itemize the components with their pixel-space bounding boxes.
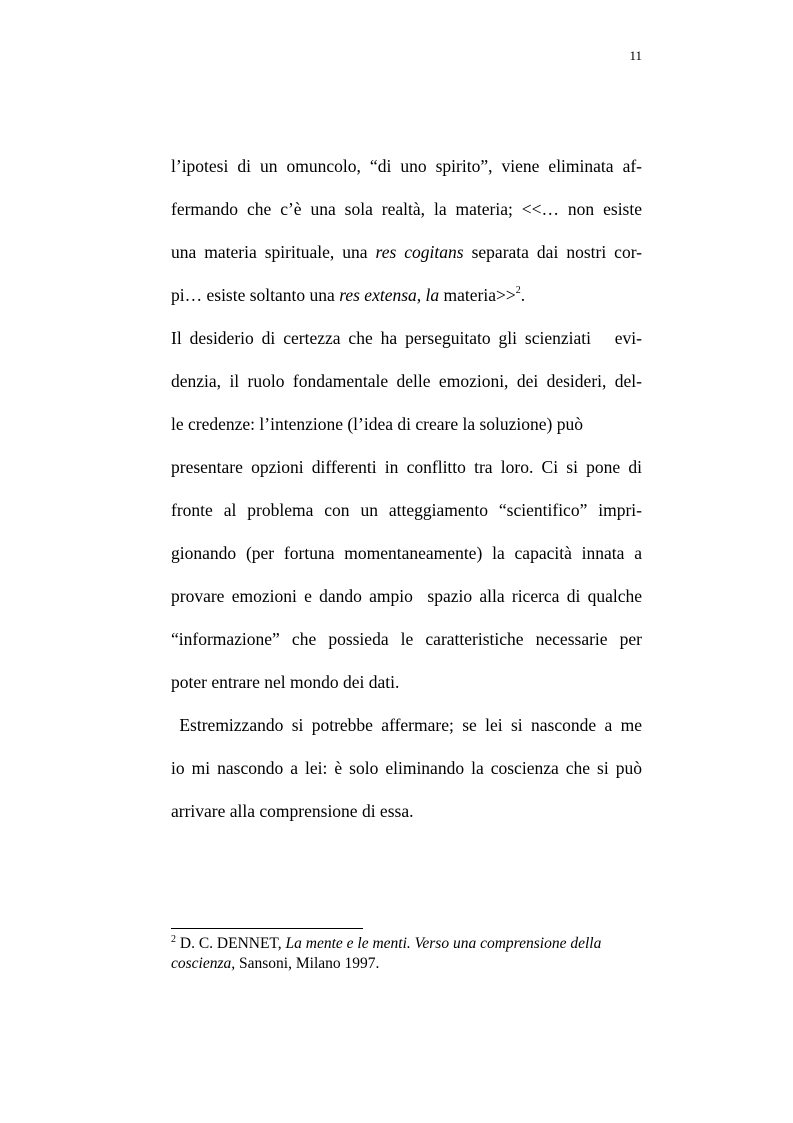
text-line: le credenze: l’intenzione (l’idea di creare la soluzione) può bbox=[171, 414, 584, 434]
text-line: arrivare alla comprensione di essa. bbox=[171, 801, 414, 821]
text-line: fronte al problema con un atteggiamento “scientifico” impri- bbox=[171, 500, 642, 520]
text-line: gionando (per fortuna momentaneamente) la capacità innata a bbox=[171, 543, 642, 563]
text-line: presentare opzioni differenti in conflitto tra loro. Ci si pone di bbox=[171, 457, 642, 477]
text-line bbox=[171, 234, 642, 277]
footnote-title: coscienza, bbox=[171, 955, 236, 972]
text-segment: pi… esiste soltanto una bbox=[171, 285, 340, 305]
text-line: Estremizzando si potrebbe affermare; se lei si nasconde a me bbox=[171, 715, 642, 735]
text-line: poter entrare nel mondo dei dati. bbox=[171, 672, 400, 692]
footnote-separator bbox=[171, 928, 363, 929]
footnote-line bbox=[171, 954, 642, 974]
text-segment: . bbox=[520, 285, 526, 305]
footnote-marker: 2 bbox=[171, 934, 176, 945]
page-number: 11 bbox=[629, 48, 642, 63]
text-line: Il desiderio di certezza che ha perseguitato gli scienziati evi- bbox=[171, 328, 642, 348]
footnote-publisher: Sansoni, Milano 1997. bbox=[235, 955, 380, 972]
text-line: io mi nascondo a lei: è solo eliminando la coscienza che si può bbox=[171, 758, 642, 778]
footnote-author: D. C. DENNET, bbox=[176, 935, 286, 952]
text-segment: una materia spirituale, una bbox=[171, 242, 376, 262]
italic-term-res-extensa: res extensa, la bbox=[339, 285, 440, 305]
text-line bbox=[171, 277, 642, 320]
footnote-reference: 2 bbox=[515, 285, 521, 296]
text-segment: separata dai nostri cor- bbox=[463, 242, 643, 262]
text-line: provare emozioni e dando ampio spazio alla ricerca di qualche bbox=[171, 586, 642, 606]
footnote bbox=[171, 934, 642, 974]
text-line: fermando che c’è una sola realtà, la materia; <<… non esiste bbox=[171, 199, 642, 219]
footnote-title: La mente e le menti. Verso una comprensione della bbox=[285, 935, 602, 952]
text-line: l’ipotesi di un omuncolo, “di uno spirito”, viene eliminata af- bbox=[171, 156, 642, 176]
body-text bbox=[171, 148, 642, 836]
footnote-line bbox=[171, 934, 642, 954]
text-segment: materia>> bbox=[439, 285, 516, 305]
text-line: denzia, il ruolo fondamentale delle emozioni, dei desideri, del- bbox=[171, 371, 642, 391]
italic-term-res-cogitans: res cogitans bbox=[375, 242, 464, 262]
text-line: “informazione” che possieda le caratteristiche necessarie per bbox=[171, 629, 642, 649]
